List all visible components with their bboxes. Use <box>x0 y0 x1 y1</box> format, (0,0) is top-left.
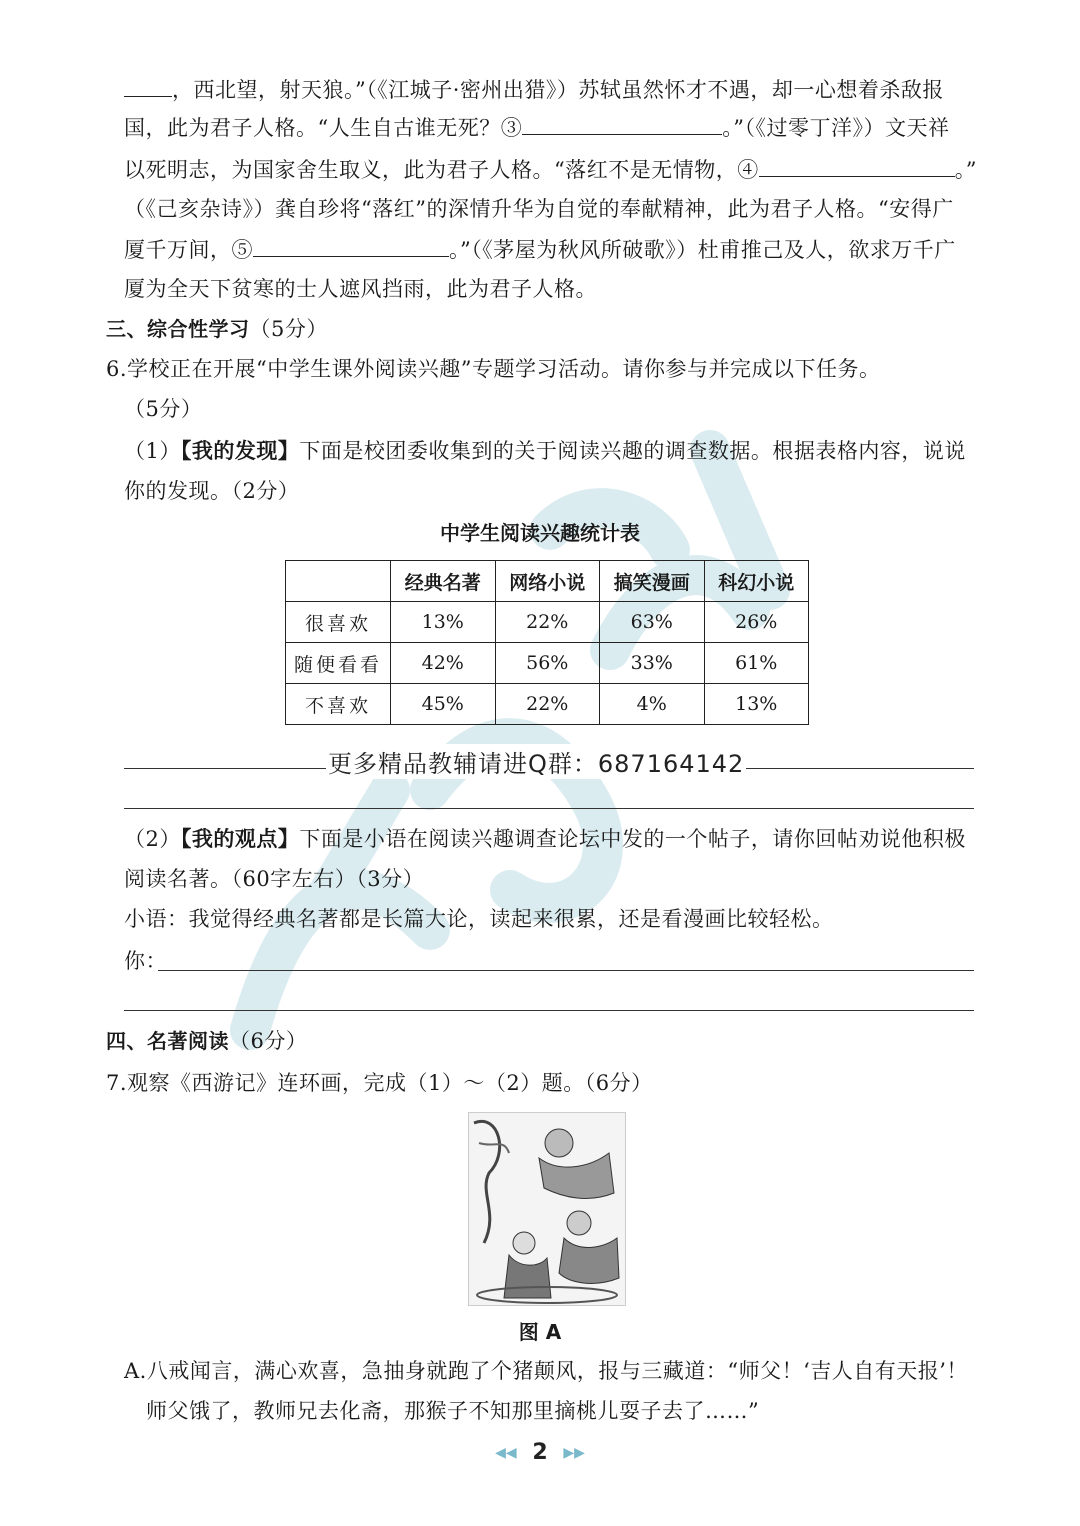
option-a-line-2: 师父饿了，教师兄去化斋，那猴子不知那里摘桃儿耍子去了……” <box>146 1399 760 1423</box>
poem-line-6: 厦为全天下贫寒的士人遮风挡雨，此为君子人格。 <box>124 277 597 301</box>
table-cell: 45% <box>391 684 496 725</box>
table-cell: 56% <box>495 643 600 684</box>
option-a-line-1: A.八戒闻言，满心欢喜，急抽身就跑了个猪颠风，报与三藏道：“师父！‘吉人自有天报’！ <box>124 1359 968 1383</box>
page-number: 2 <box>532 1440 548 1465</box>
prev-arrow-icon: ◀◀ <box>495 1445 517 1461</box>
q6-part1: （1）【我的发现】下面是校团委收集到的关于阅读兴趣的调查数据。根据表格内容，说说 <box>124 439 966 463</box>
table-cell: 22% <box>495 602 600 643</box>
answer-blank-5[interactable] <box>253 234 449 257</box>
answer-line[interactable] <box>124 808 974 809</box>
page-footer <box>0 1440 1080 1465</box>
section-4-heading: 四、名著阅读（6分） <box>106 1029 308 1053</box>
section-3-heading: 三、综合性学习（5分） <box>106 317 328 341</box>
answer-blank[interactable] <box>124 74 172 97</box>
table-header-cell: 科幻小说 <box>704 561 809 602</box>
table-cell: 22% <box>495 684 600 725</box>
reply-line[interactable] <box>158 970 974 971</box>
table-cell: 13% <box>704 684 809 725</box>
reply-line[interactable] <box>124 1010 974 1011</box>
q7-line-1: 7.观察《西游记》连环画，完成（1）～（2）题。（6分） <box>106 1071 653 1095</box>
xiaoyu-post: 小语：我觉得经典名著都是长篇大论，读起来很累，还是看漫画比较轻松。 <box>124 907 834 931</box>
table-cell: 33% <box>600 643 705 684</box>
poem-line-4: （《己亥杂诗》）龚自珍将“落红”的深情升华为自觉的奉献精神，此为君子人格。“安得广 <box>124 197 954 221</box>
qq-group-notice: 更多精品教辅请进Q群：687164142 <box>326 744 746 779</box>
table-row <box>286 643 809 684</box>
table-row-label: 随便看看 <box>286 643 391 684</box>
table-cell: 63% <box>600 602 705 643</box>
table-corner-cell <box>286 561 391 602</box>
reading-interest-table <box>285 560 809 725</box>
q6-part2-line-2: 阅读名著。（60字左右）（3分） <box>124 867 425 891</box>
table-row-label: 很喜欢 <box>286 602 391 643</box>
comic-illustration <box>469 1113 625 1305</box>
table-row-label: 不喜欢 <box>286 684 391 725</box>
q6-part1-line-2: 你的发现。（2分） <box>124 479 300 503</box>
figure-caption: 图 A <box>518 1320 562 1344</box>
table-cell: 42% <box>391 643 496 684</box>
table-row <box>286 602 809 643</box>
table-cell: 26% <box>704 602 809 643</box>
q6-part2: （2）【我的观点】下面是小语在阅读兴趣调查论坛中发的一个帖子，请你回帖劝说他积极 <box>124 827 966 851</box>
table-row <box>286 684 809 725</box>
answer-blank-3[interactable] <box>522 112 722 135</box>
journey-west-comic-image <box>468 1112 626 1306</box>
q6-line-1: 6.学校正在开展“中学生课外阅读兴趣”专题学习活动。请你参与并完成以下任务。 <box>106 357 881 381</box>
reply-label: 你： <box>124 949 167 973</box>
poem-line-2: 国，此为君子人格。“人生自古谁无死？③ 。”（《过零丁洋》）文天祥 <box>124 112 949 143</box>
q6-line-2: （5分） <box>124 397 203 421</box>
next-arrow-icon: ▶▶ <box>563 1445 585 1461</box>
poem-line-1: ，西北望，射天狼。”（《江城子·密州出猎》）苏轼虽然怀才不遇，却一心想着杀敌报 <box>124 74 944 105</box>
poem-line-5: 厦千万间，⑤ 。”（《茅屋为秋风所破歌》）杜甫推己及人，欲求万千广 <box>124 234 956 265</box>
table-header-cell: 经典名著 <box>391 561 496 602</box>
table-cell: 4% <box>600 684 705 725</box>
table-header-cell: 网络小说 <box>495 561 600 602</box>
table-cell: 13% <box>391 602 496 643</box>
answer-blank-4[interactable] <box>759 154 955 177</box>
table-header-cell: 搞笑漫画 <box>600 561 705 602</box>
table-title: 中学生阅读兴趣统计表 <box>440 521 640 545</box>
poem-line-3: 以死明志，为国家舍生取义，此为君子人格。“落红不是无情物，④ 。” <box>124 154 977 185</box>
table-cell: 61% <box>704 643 809 684</box>
table-header-row <box>286 561 809 602</box>
